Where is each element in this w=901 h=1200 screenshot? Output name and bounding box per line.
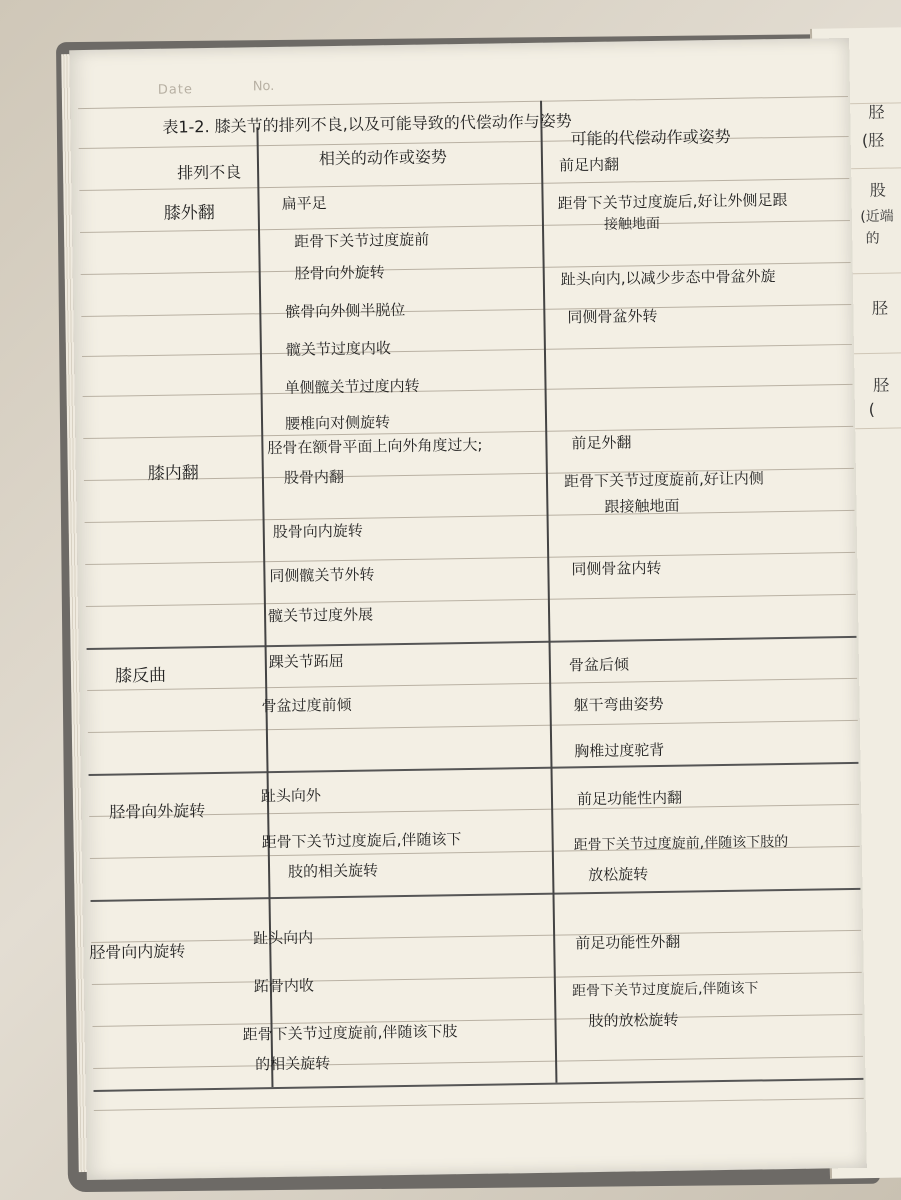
compensation-item: 距骨下关节过度旋前,伴随该下肢的 — [573, 834, 789, 854]
related-item: 同侧髋关节外转 — [269, 565, 375, 586]
related-item: 肢的相关旋转 — [287, 861, 379, 881]
adjacent-text: 的 — [865, 230, 880, 247]
related-item: 距骨下关节过度旋后,伴随该下 — [261, 830, 462, 852]
rule-line — [88, 720, 858, 733]
compensation-item: 躯干弯曲姿势 — [573, 694, 664, 715]
related-item: 距骨下关节过度旋前,伴随该下肢 — [242, 1022, 458, 1044]
related-item: 单侧髋关节过度内转 — [284, 376, 420, 397]
misalignment-label: 膝反曲 — [114, 665, 167, 687]
adjacent-text: (胫 — [861, 130, 885, 151]
related-item: 腰椎向对侧旋转 — [284, 413, 391, 433]
related-item: 扁平足 — [281, 194, 327, 213]
adjacent-text: 胫 — [871, 298, 889, 318]
misalignment-label: 胫骨向内旋转 — [89, 941, 186, 962]
compensation-item: 骨盆后倾 — [568, 655, 630, 675]
column-header-misalignment: 排列不良 — [176, 162, 242, 183]
related-item: 股骨内翻 — [283, 467, 345, 487]
rule-line — [93, 1056, 863, 1069]
number-label: No. — [252, 78, 275, 95]
date-label: Date — [157, 82, 194, 98]
related-item: 距骨下关节过度旋前 — [294, 230, 430, 251]
misalignment-label: 胫骨向外旋转 — [108, 801, 206, 822]
related-item: 踝关节跖屈 — [268, 651, 344, 672]
rule-line — [91, 930, 861, 943]
rule-line — [81, 304, 851, 317]
group-divider — [94, 1078, 864, 1092]
adjacent-text: ( — [868, 399, 876, 419]
compensation-item: 距骨下关节过度旋后,伴随该下 — [571, 980, 759, 1000]
compensation-item: 肢的放松旋转 — [588, 1010, 679, 1031]
related-item: 跖骨内收 — [253, 976, 315, 996]
misalignment-label: 膝内翻 — [147, 463, 199, 485]
rule-line — [83, 384, 853, 397]
group-divider — [89, 762, 859, 776]
related-item: 趾头向内 — [253, 928, 314, 948]
rule-line — [87, 678, 857, 691]
related-item: 胫骨在额骨平面上向外角度过大; — [267, 435, 483, 458]
related-item: 髋关节过度内收 — [285, 339, 392, 359]
rule-line — [93, 1014, 863, 1027]
compensation-item: 趾头向内,以减少步态中骨盆外旋 — [560, 267, 776, 289]
adjacent-text: 股 — [869, 180, 886, 200]
column-header-related: 相关的动作或姿势 — [318, 147, 448, 169]
table-title: 表1-2. 膝关节的排列不良,以及可能导致的代偿动作与姿势 — [162, 111, 572, 137]
compensation-item: 放松旋转 — [588, 865, 649, 885]
rule-line — [86, 594, 856, 607]
rule-line — [79, 136, 849, 149]
related-item: 髌骨向外侧半脱位 — [285, 300, 406, 321]
related-item: 的相关旋转 — [254, 1054, 331, 1074]
rule-line — [85, 552, 855, 565]
rule-line — [82, 344, 852, 357]
compensation-item: 前足外翻 — [571, 433, 632, 453]
compensation-item: 前足功能性外翻 — [575, 932, 681, 953]
compensation-item: 同侧骨盆内转 — [571, 558, 662, 579]
compensation-item: 前足内翻 — [558, 155, 620, 175]
related-item: 股骨向内旋转 — [272, 521, 363, 542]
compensation-item: 距骨下关节过度旋后,好让外侧足跟 — [557, 190, 788, 213]
compensation-item: 接触地面 — [603, 215, 661, 233]
column-header-compensation: 可能的代偿动作或姿势 — [570, 126, 731, 149]
related-item: 髋关节过度外展 — [267, 605, 374, 626]
notebook-page — [69, 38, 867, 1180]
rule-line — [78, 96, 848, 109]
related-item: 骨盆过度前倾 — [261, 695, 352, 716]
adjacent-text: 胫 — [868, 102, 885, 122]
related-item: 趾头向外 — [260, 786, 322, 806]
adjacent-text: (近端 — [860, 208, 894, 226]
misalignment-label: 膝外翻 — [163, 202, 215, 224]
rule-line — [85, 510, 855, 523]
rule-line — [94, 1098, 864, 1111]
group-divider — [87, 636, 857, 650]
compensation-item: 同侧骨盆外转 — [567, 306, 658, 327]
group-divider — [91, 888, 861, 902]
compensation-item: 跟接触地面 — [604, 496, 680, 516]
compensation-item: 距骨下关节过度旋前,好让内侧 — [563, 469, 764, 491]
compensation-item: 胸椎过度驼背 — [574, 740, 665, 761]
compensation-item: 前足功能性内翻 — [576, 788, 683, 809]
related-item: 胫骨向外旋转 — [294, 263, 385, 283]
adjacent-text: 胫 — [873, 375, 890, 395]
